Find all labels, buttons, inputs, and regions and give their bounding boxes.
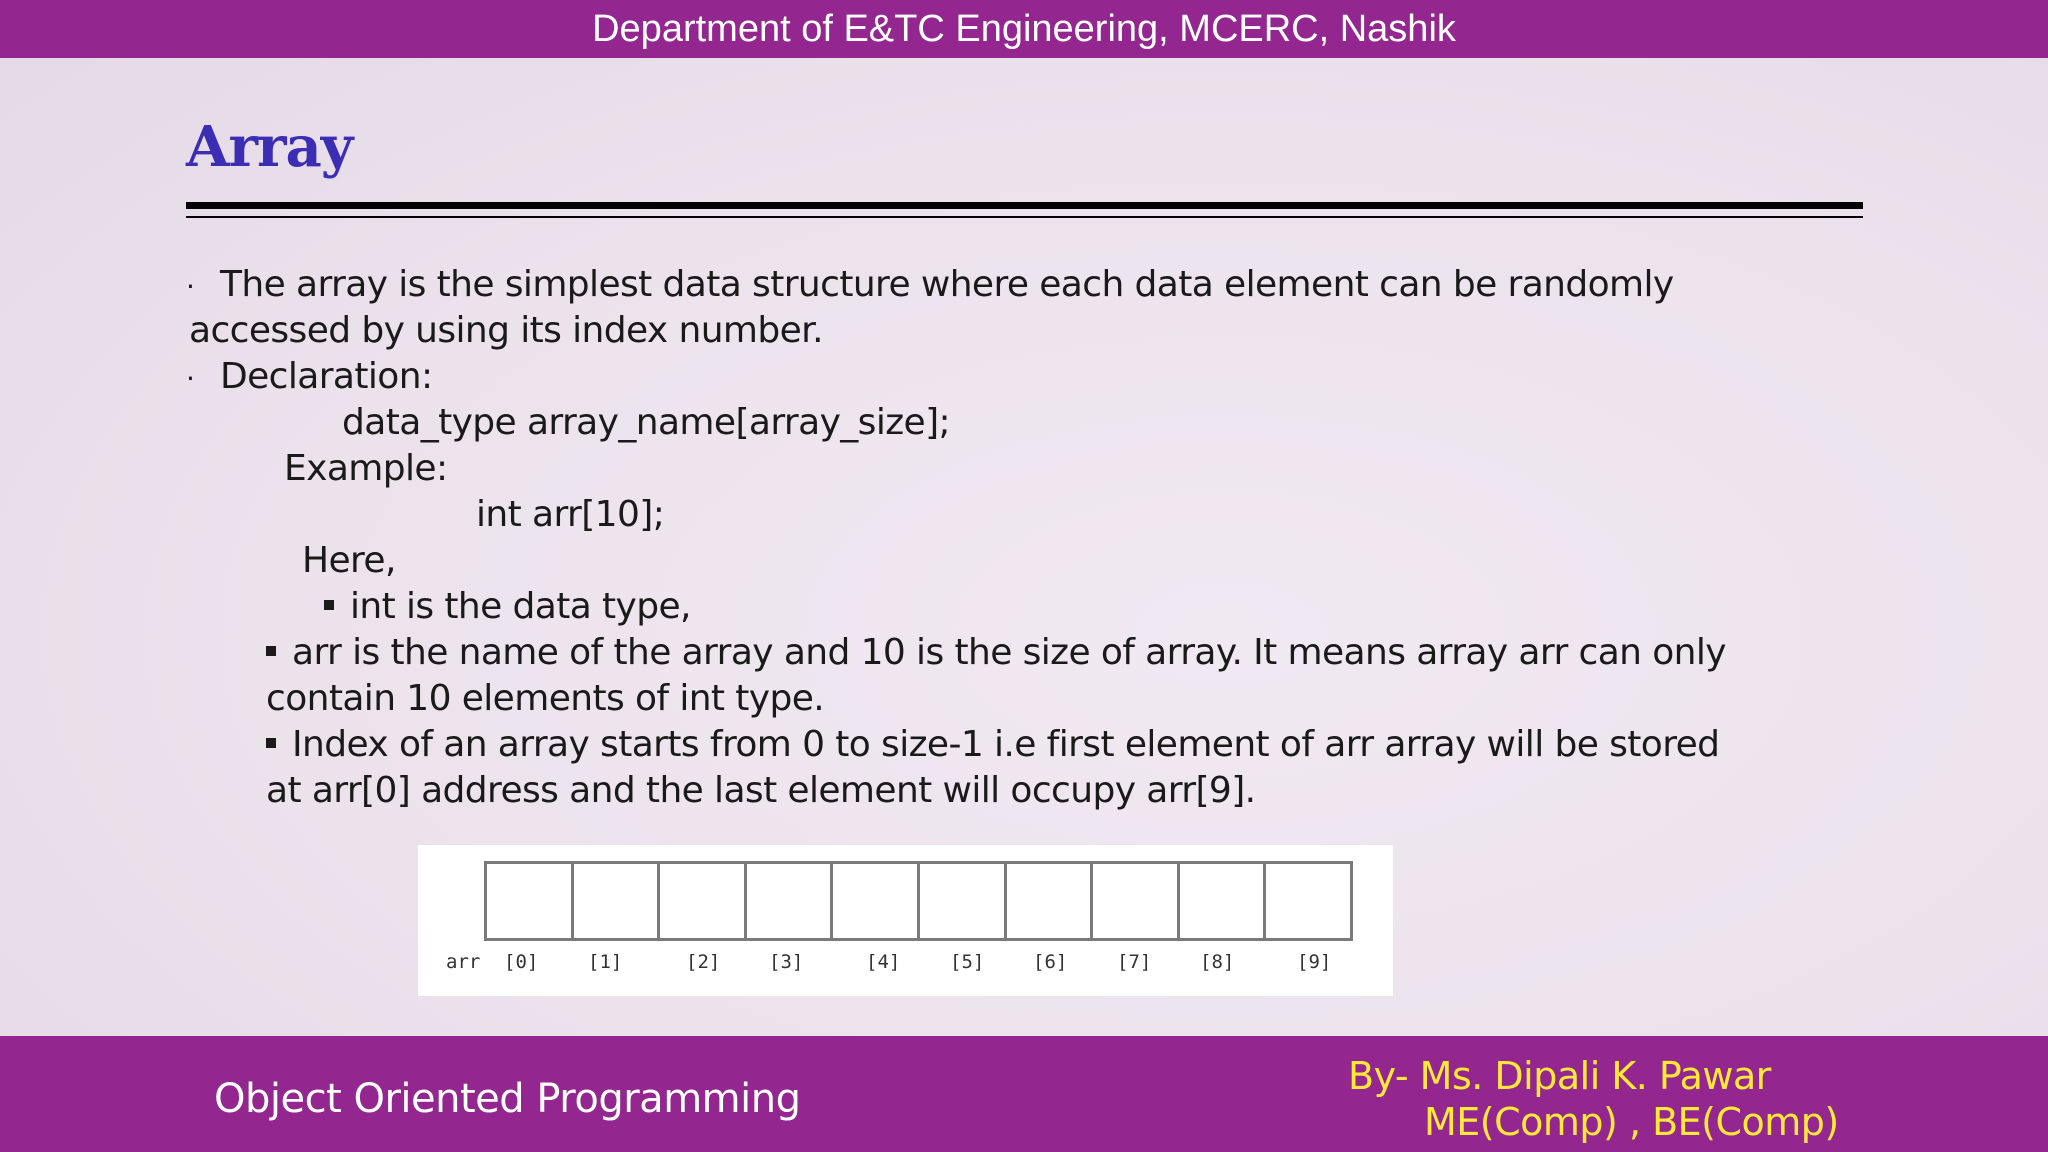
index-label: [3]	[769, 951, 804, 973]
array-cell	[1007, 864, 1094, 938]
here-label: Here,	[302, 540, 396, 581]
example-code: int arr[10];	[476, 494, 665, 535]
index-label: [2]	[686, 951, 721, 973]
sub-bullet-3: Index of an array starts from 0 to size-1 i.e first element of arr array will be stored	[266, 722, 1719, 768]
square-bullet-icon	[266, 646, 276, 656]
index-label: [4]	[866, 951, 901, 973]
array-cell	[1266, 864, 1350, 938]
array-cell	[920, 864, 1007, 938]
array-cell	[747, 864, 834, 938]
bullet-dot-icon: ·	[186, 270, 195, 303]
title-rule-thick	[186, 202, 1863, 209]
array-name-label: arr	[446, 951, 481, 973]
header-text: Department of E&TC Engineering, MCERC, Nashik	[592, 8, 1456, 50]
text-line-2: accessed by using its index number.	[189, 310, 823, 351]
sub-bullet-2: arr is the name of the array and 10 is the size of array. It means array arr can only	[266, 630, 1726, 676]
sub-bullet-2-cont: contain 10 elements of int type.	[266, 678, 825, 719]
index-label: [9]	[1297, 951, 1332, 973]
square-bullet-icon	[324, 600, 334, 610]
array-cell	[1093, 864, 1180, 938]
slide-title: Array	[186, 114, 353, 180]
index-label: [0]	[504, 951, 539, 973]
array-cell	[833, 864, 920, 938]
author-name: By- Ms. Dipali K. Pawar	[1348, 1054, 1771, 1098]
sub-bullet-1: int is the data type,	[324, 584, 691, 630]
square-bullet-icon	[266, 738, 276, 748]
index-label: [1]	[588, 951, 623, 973]
array-cell	[660, 864, 747, 938]
author-degree: ME(Comp) , BE(Comp)	[1424, 1100, 1839, 1144]
index-label: [5]	[950, 951, 985, 973]
sub-bullet-3-cont: at arr[0] address and the last element will occupy arr[9].	[266, 770, 1256, 811]
course-name: Object Oriented Programming	[214, 1076, 801, 1122]
index-label: [8]	[1200, 951, 1235, 973]
index-label: [6]	[1033, 951, 1068, 973]
array-cells	[484, 861, 1353, 941]
bullet-dot-icon: ·	[186, 362, 195, 395]
declaration-syntax: data_type array_name[array_size];	[342, 402, 951, 443]
array-cell	[574, 864, 661, 938]
array-cell	[1180, 864, 1267, 938]
bullet-line-3: · Declaration:	[186, 354, 432, 402]
example-label: Example:	[284, 448, 448, 489]
array-cell	[487, 864, 574, 938]
bullet-line-1: · The array is the simplest data structure where each data element can be randomly	[186, 262, 1674, 310]
array-diagram	[418, 845, 1393, 996]
index-label: [7]	[1117, 951, 1152, 973]
title-rule-thin	[186, 216, 1863, 218]
